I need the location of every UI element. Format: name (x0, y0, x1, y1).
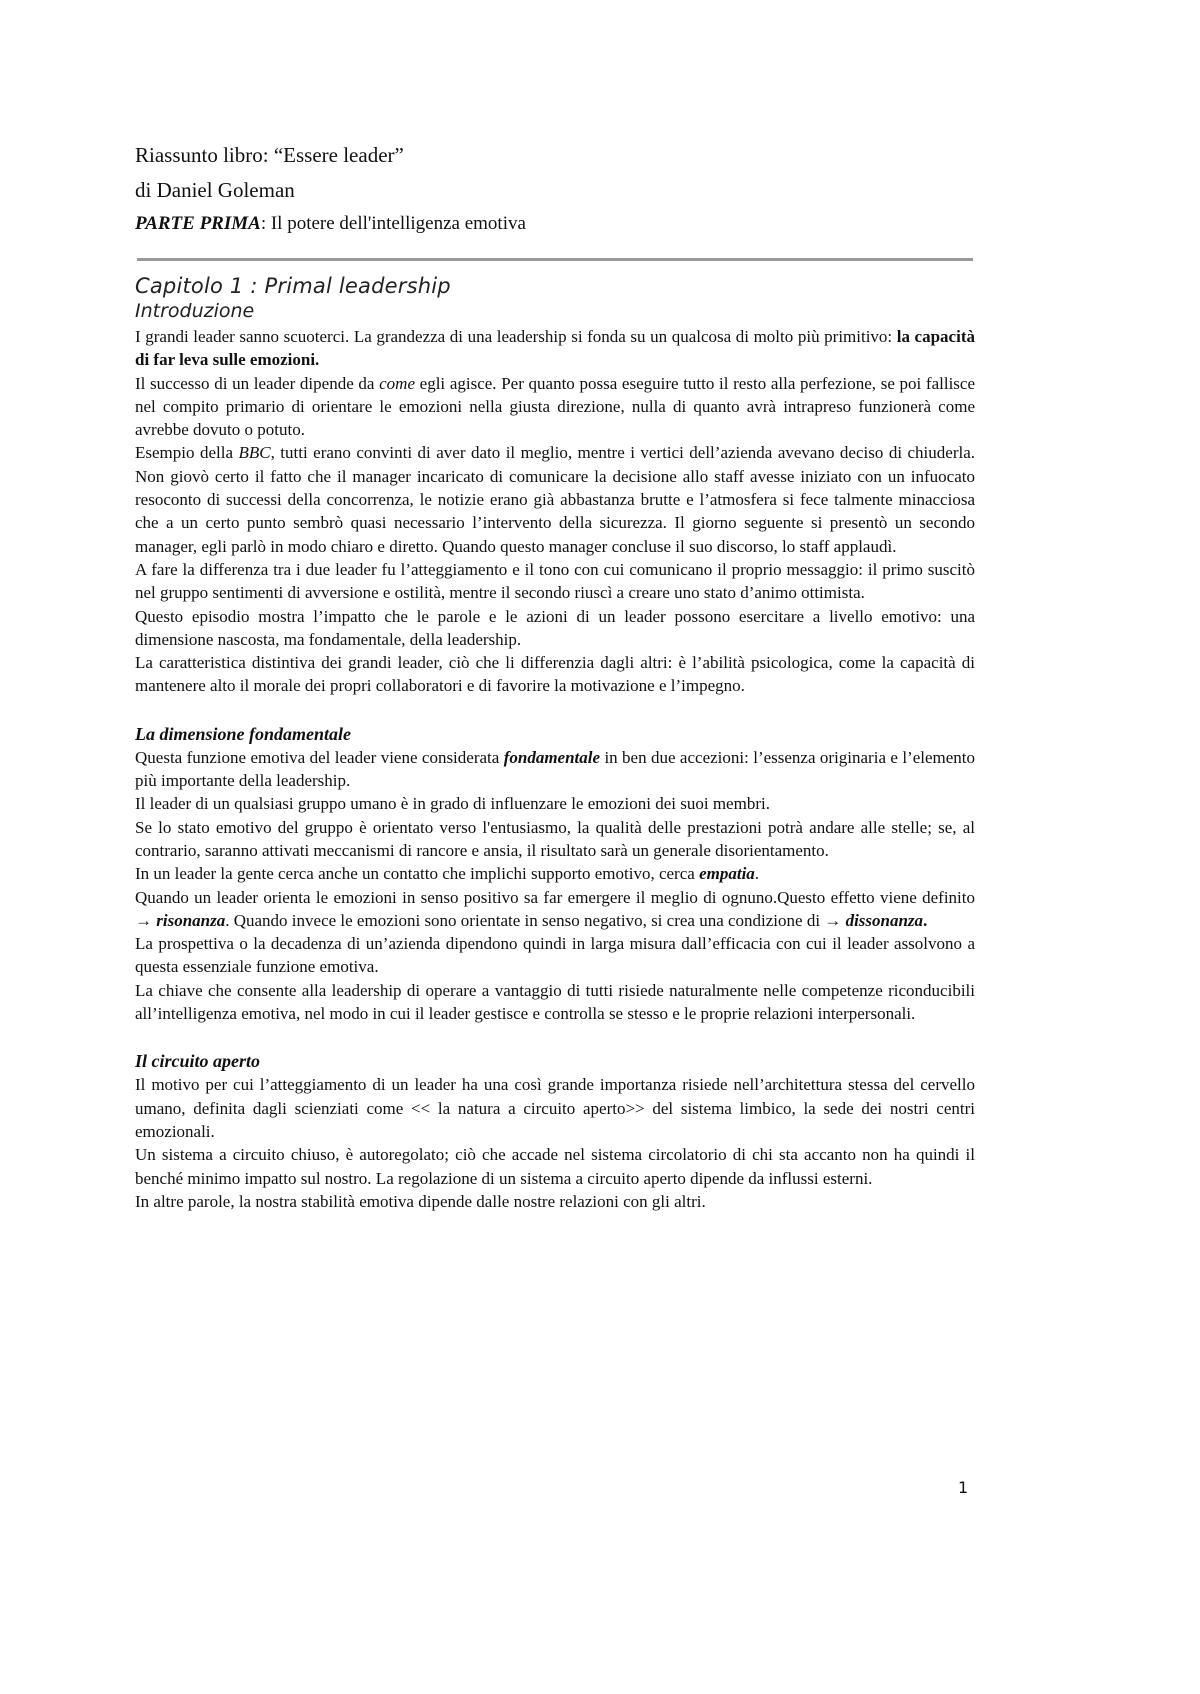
chapter-title: Capitolo 1 : Primal leadership (135, 274, 451, 298)
text-run: Un sistema a circuito chiuso, è autoregolato; ciò che accade nel sistema circolatorio di chi sta accanto non ha quindi il benché minimo impatto sul nostro. La regolazione di un sistema a circuito aperto dipende da influssi esterni. (135, 1145, 975, 1188)
text-run: Se lo stato emotivo del gruppo è orientato verso l'entusiasmo, la qualità delle prestazioni potrà andare alle stelle; se, al contrario, saranno attivati meccanismi di rancore e ansia, il risultato sarà un generale disorientamento. (135, 817, 975, 860)
paragraph (135, 886, 975, 933)
paragraph (135, 558, 975, 605)
emphasis-text: fondamentale (503, 747, 601, 767)
paragraph (135, 605, 975, 652)
text-run: Questo episodio mostra l’impatto che le parole e le azioni di un leader possono esercitare a livello emotivo: una dimensione nascosta, ma fondamentale, della leadership. (135, 606, 975, 649)
paragraph (135, 372, 975, 442)
paragraph (135, 1143, 975, 1190)
text-run: Il successo di un leader dipende da (135, 373, 380, 393)
text-run: In un leader la gente cerca anche un contatto che implichi supporto emotivo, cerca (135, 864, 700, 884)
paragraph (135, 651, 975, 698)
chapter-subtitle: Introduzione (135, 300, 255, 322)
document-author: di Daniel Goleman (135, 178, 295, 202)
paragraph (135, 441, 975, 557)
emphasis-text: risonanza (156, 910, 226, 930)
text-run: La prospettiva o la decadenza di un’azienda dipendono quindi in larga misura dall’efficacia con cui il leader assolvono a questa essenziale funzione emotiva. (135, 934, 975, 977)
text-run: . Quando invece le emozioni sono orientate in senso negativo, si crea una condizione di → (225, 910, 846, 930)
text-run: egli agisce. Per quanto possa eseguire tutto il resto alla perfezione, se poi fallisce nel compito primario di orientare le emozioni nella giusta direzione, nulla di quanto avrà intrapreso funzionerà come avrebbe dovuto o potuto. (135, 373, 975, 440)
text-run: . (754, 864, 760, 884)
text-run: Quando un leader orienta le emozioni in senso positivo sa far emergere il meglio di ognuno.Questo effetto viene definito → (135, 887, 975, 930)
text-run: Il motivo per cui l’atteggiamento di un leader ha una così grande importanza risiede nell’architettura stessa del cervello umano, definita dagli scienziati come << la natura a circuito aperto>> del sistema limbico, la sede dei nostri centri emozionali. (135, 1075, 975, 1141)
paragraph (135, 862, 975, 885)
paragraph (135, 979, 975, 1026)
page-number: 1 (958, 1478, 969, 1497)
paragraph (135, 816, 975, 863)
paragraph (135, 792, 975, 815)
paragraph (135, 746, 975, 793)
text-run: I grandi leader sanno scuoterci. La grandezza di una leadership si fonda su un qualcosa di molto più primitivo: (135, 327, 897, 346)
text-run: Esempio della (135, 443, 239, 463)
emphasis-text: . (923, 910, 928, 930)
part-title: : Il potere dell'intelligenza emotiva (260, 213, 526, 234)
part-heading (135, 210, 975, 238)
document-page (135, 140, 975, 1213)
text-run: in ben due accezioni: l’essenza originaria e l’elemento più importante della leadership. (135, 747, 976, 791)
text-run: A fare la differenza tra i due leader fu l’atteggiamento e il tono con cui comunicano il proprio messaggio: il primo suscitò nel gruppo sentimenti di avversione e ostilità, mentre il secondo riuscì a creare uno stato d’animo ottimista. (135, 559, 975, 603)
emphasis-text: BBC (238, 443, 271, 463)
document-body (135, 325, 975, 1213)
text-run: La caratteristica distintiva dei grandi leader, ciò che li differenzia dagli altri: è l’abilità psicologica, come la capacità di mantenere alto il morale dei propri collaboratori e di favorire la motivazione e l’impegno. (135, 653, 975, 696)
emphasis-text: come (379, 373, 415, 393)
text-run: , tutti erano convinti di aver dato il meglio, mentre i vertici dell’azienda avevano deciso di chiuderla. Non giovò certo il fatto che il manager incaricato di comunicare la decisione allo staff avesse iniziato con un infuocato resoconto di successi della concorrenza, le notizie erano già abbastanza brutte e l’atmosfera si fece talmente minacciosa che a un certo punto sembrò quasi necessario l’intervento della sicurezza. Il giorno seguente si presentò un secondo manager, egli parlò in modo chiaro e diretto. Quando questo manager concluse il suo discorso, lo staff applaudì. (135, 443, 975, 556)
paragraph (135, 1073, 975, 1143)
part-label: PARTE PRIMA (135, 213, 261, 234)
paragraph (135, 1190, 975, 1213)
text-run: Il leader di un qualsiasi gruppo umano è in grado di influenzare le emozioni dei suoi membri. (135, 794, 770, 814)
text-run: La chiave che consente alla leadership di operare a vantaggio di tutti risiede naturalmente nelle competenze riconducibili all’intelligenza emotiva, nel modo in cui il leader gestisce e controlla se stesso e le proprie relazioni interpersonali. (135, 980, 975, 1024)
emphasis-text: empatia (699, 864, 755, 884)
horizontal-rule (137, 258, 973, 261)
document-title: Riassunto libro: “Essere leader” (135, 143, 404, 167)
emphasis-text: dissonanza (845, 910, 924, 930)
paragraph (135, 325, 975, 372)
text-run: Questa funzione emotiva del leader viene considerata (135, 747, 504, 767)
emphasis-text: la capacità di far leva sulle emozioni. (135, 327, 975, 370)
paragraph (135, 932, 975, 979)
text-run: In altre parole, la nostra stabilità emotiva dipende dalle nostre relazioni con gli altri. (135, 1191, 706, 1211)
section-heading: Il circuito aperto (135, 1051, 260, 1072)
section-heading: La dimensione fondamentale (135, 723, 351, 744)
